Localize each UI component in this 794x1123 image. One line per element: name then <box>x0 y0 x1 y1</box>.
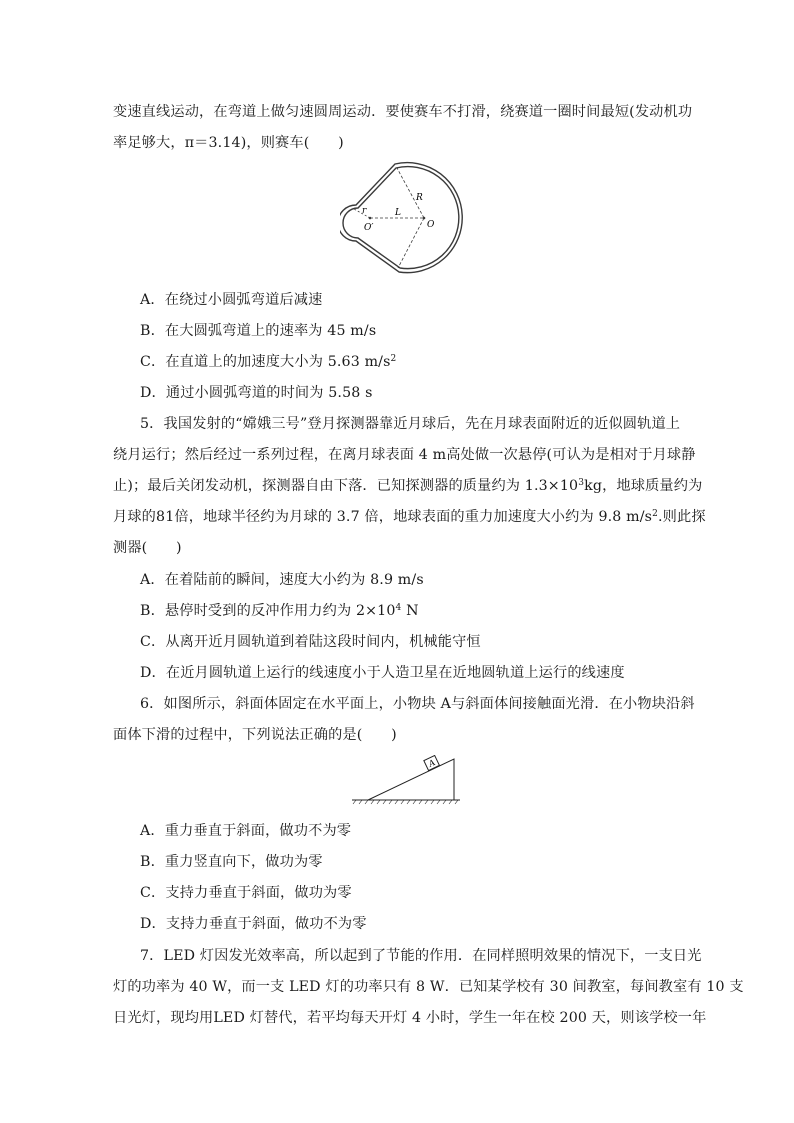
q5-line-3a: 止)；最后关闭发动机，探测器自由下落．已知探测器的质量约为 1.3×10 <box>113 478 579 494</box>
q4-option-d: D．通过小圆弧弯道的时间为 5.58 s <box>140 385 373 401</box>
q5-option-b-text: B．悬停时受到的反冲作用力约为 2×10 <box>140 603 396 619</box>
q6-stem-line-2: 面体下滑的过程中，下列说法正确的是( ) <box>113 727 397 743</box>
q6-stem-line-1: 6．如图所示，斜面体固定在水平面上，小物块 A与斜面体间接触面光滑．在小物块沿斜 <box>140 696 695 712</box>
ground-hatching <box>353 800 458 804</box>
q5-option-b-tail: N <box>401 603 419 619</box>
q5-stem-line-3 <box>113 476 703 496</box>
q6-option-d: D．支持力垂直于斜面，做功不为零 <box>140 916 367 932</box>
q5-line-4b: .则此探 <box>658 509 706 525</box>
q4-stem-line-1: 变速直线运动，在弯道上做匀速圆周运动．要使赛车不打滑，绕赛道一圈时间最短(发动机功 <box>113 104 693 120</box>
q5-option-b-sup: 4 <box>395 603 402 613</box>
q4-option-c-sup: 2 <box>390 354 397 364</box>
incline-figure <box>350 755 465 807</box>
small-center-dot <box>369 217 372 220</box>
q5-stem-line-1: 5．我国发射的“嫦娥三号”登月探测器靠近月球后，先在月球表面附近的近似圆轨道上 <box>140 416 681 432</box>
q6-option-a: A．重力垂直于斜面，做功不为零 <box>140 823 352 839</box>
q5-line-4a: 月球的81倍，地球半径约为月球的 3.7 倍，地球表面的重力加速度大小约为 9.8 m/s <box>113 509 653 525</box>
big-center-dot <box>423 217 426 220</box>
q4-option-a: A．在绕过小圆弧弯道后减速 <box>140 292 323 308</box>
incline-wedge <box>368 759 454 800</box>
q7-stem-line-2: 灯的功率为 40 W，而一支 LED 灯的功率只有 8 W．已知某学校有 30 间教室，每间教室有 10 支 <box>113 979 744 995</box>
label-R: R <box>416 193 423 203</box>
q6-option-c: C．支持力垂直于斜面，做功为零 <box>140 885 352 901</box>
q5-option-a: A．在着陆前的瞬间，速度大小约为 8.9 m/s <box>140 572 424 588</box>
label-O: O <box>427 220 435 230</box>
race-track-figure <box>340 155 480 275</box>
q5-line-3b: kg，地球质量约为 <box>584 478 703 494</box>
q5-option-d: D．在近月圆轨道上运行的线速度小于人造卫星在近地圆轨道上运行的线速度 <box>140 665 625 681</box>
label-r: r <box>362 206 367 216</box>
q5-stem-line-4 <box>113 507 706 527</box>
q4-option-c <box>140 352 720 372</box>
block-label: A <box>427 758 438 770</box>
label-O-small: O′ <box>364 223 374 233</box>
q7-stem-line-1: 7．LED 灯因发光效率高，所以起到了节能的作用．在同样照明效果的情况下，一支日光 <box>140 948 702 964</box>
block-a <box>424 755 440 771</box>
q4-option-c-text: C．在直道上的加速度大小为 5.63 m/s <box>140 354 391 370</box>
q5-line-3-sup: 3 <box>578 478 585 488</box>
q5-option-b <box>140 601 720 621</box>
big-radius-line-lower <box>398 218 424 268</box>
q5-option-c: C．从离开近月圆轨道到着陆这段时间内，机械能守恒 <box>140 634 481 650</box>
q4-stem-line-2: 率足够大，π＝3.14)，则赛车( ) <box>113 135 344 151</box>
label-L: L <box>395 208 401 218</box>
q5-stem-line-2: 绕月运行；然后经过一系列过程，在离月球表面 4 m高处做一次悬停(可认为是相对于月球静 <box>113 447 696 463</box>
q5-stem-line-5: 测器( ) <box>113 540 182 556</box>
q7-stem-line-3: 日光灯，现均用LED 灯替代，若平均每天开灯 4 小时，学生一年在校 200 天，则该学校一年 <box>113 1010 707 1026</box>
q5-line-4-sup: 2 <box>652 509 658 519</box>
q4-option-b: B．在大圆弧弯道上的速率为 45 m/s <box>140 323 377 339</box>
q6-option-b: B．重力竖直向下，做功为零 <box>140 854 323 870</box>
